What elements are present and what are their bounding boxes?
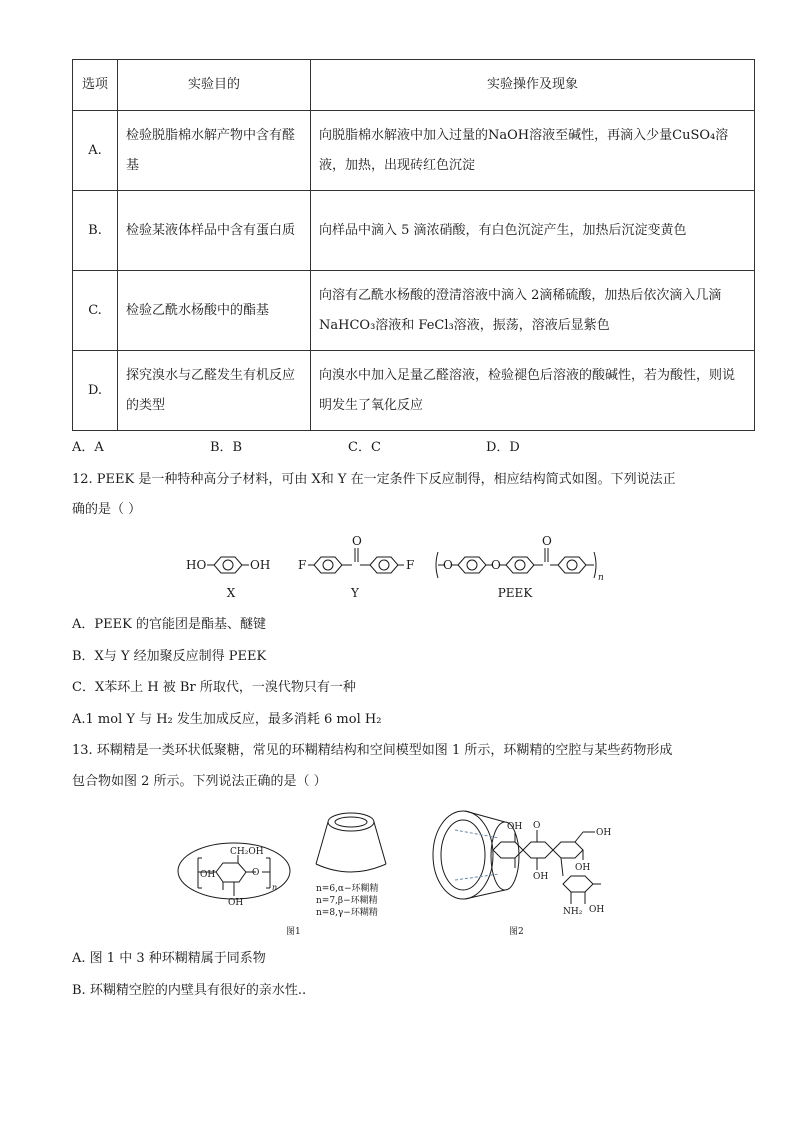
x-ho-label: HO xyxy=(186,558,207,572)
experiment-table xyxy=(72,59,755,431)
table-row xyxy=(73,351,755,431)
y-f-right-label: F xyxy=(406,558,415,572)
choice-d[interactable]: D．D xyxy=(486,440,520,455)
row-operation: 向溶有乙酰水杨酸的澄清溶液中滴入 2滴稀硫酸，加热后依次滴入几滴 NaHCO₃溶液和 FeCl₃溶液，振荡，溶液后显紫色 xyxy=(311,271,755,351)
choice-b[interactable]: B．B xyxy=(210,440,243,455)
q13-option-b[interactable]: B. 环糊精空腔的内壁具有很好的亲水性.. xyxy=(72,983,307,998)
peek-carbonyl-o-label: O xyxy=(542,534,552,548)
fig1-oh-bottom-label: OH xyxy=(228,898,244,908)
fig1-legend-beta: n=7,β−环糊精 xyxy=(316,896,378,906)
fig1-ring-o-label: O xyxy=(252,868,260,878)
y-carbonyl-o-label: O xyxy=(352,534,362,548)
q13-stem-line2: 包合物如图 2 所示。下列说法正确的是（ ） xyxy=(72,774,327,789)
header-operation: 实验操作及现象 xyxy=(311,60,755,111)
row-operation: 向溴水中加入足量乙醛溶液，检验褪色后溶液的酸碱性，若为酸性，则说明发生了氧化反应 xyxy=(311,351,755,431)
q12-option-c[interactable]: C．X苯环上 H 被 Br 所取代，一溴代物只有一种 xyxy=(72,680,356,695)
row-aim: 检验脱脂棉水解产物中含有醛基 xyxy=(118,111,311,191)
q12-option-a[interactable]: A．PEEK 的官能团是酯基、醚键 xyxy=(72,617,266,632)
fig1-n-label: n xyxy=(272,883,278,892)
q12-structures-figure xyxy=(180,530,620,605)
figure-1 xyxy=(176,800,396,940)
fig2-oh-top-label: OH xyxy=(507,822,523,832)
table-row xyxy=(73,191,755,271)
peek-label: PEEK xyxy=(497,586,533,600)
header-aim: 实验目的 xyxy=(118,60,311,111)
fig1-ch2oh-label: CH₂OH xyxy=(230,847,264,857)
y-f-left-label: F xyxy=(298,558,307,572)
q12-option-b[interactable]: B．X与 Y 经加聚反应制得 PEEK xyxy=(72,649,267,664)
q12-stem-line1: 12. PEEK 是一种特种高分子材料，可由 X和 Y 在一定条件下反应制得，相应结构简式如图。下列说法正 xyxy=(72,472,676,487)
row-operation: 向脱脂棉水解液中加入过量的NaOH溶液至碱性，再滴入少量CuSO₄溶液，加热，出现砖红色沉淀 xyxy=(311,111,755,191)
row-operation: 向样品中滴入 5 滴浓硝酸，有白色沉淀产生，加热后沉淀变黄色 xyxy=(311,191,755,271)
peek-o1-label: O xyxy=(443,558,453,572)
fig2-oh-sugar-label: OH xyxy=(589,905,605,915)
table-row xyxy=(73,111,755,191)
table-header-row xyxy=(73,60,755,111)
fig2-oh-bottom-label: OH xyxy=(533,872,549,882)
header-option: 选项 xyxy=(73,60,118,111)
x-label: X xyxy=(226,586,236,600)
fig2-oh-acid-label: OH xyxy=(596,828,612,838)
x-oh-label: OH xyxy=(250,558,271,572)
q12-option-d[interactable]: A.1 mol Y 与 H₂ 发生加成反应，最多消耗 6 mol H₂ xyxy=(72,712,382,727)
q13-stem-line1: 13. 环糊精是一类环状低聚糖，常见的环糊精结构和空间模型如图 1 所示，环糊精的空腔与某些药物形成 xyxy=(72,743,673,758)
fig1-oh-left-label: OH xyxy=(200,870,216,880)
fig2-caption: 图2 xyxy=(509,927,524,937)
y-label: Y xyxy=(351,586,359,600)
peek-n-label: n xyxy=(598,573,604,583)
row-option: C. xyxy=(73,271,118,351)
q11-choices xyxy=(72,437,672,459)
row-aim: 探究溴水与乙醛发生有机反应的类型 xyxy=(118,351,311,431)
q13-option-a[interactable]: A. 图 1 中 3 种环糊精属于同系物 xyxy=(72,951,266,966)
choice-c[interactable]: C．C xyxy=(348,440,381,455)
fig1-caption: 图1 xyxy=(286,927,301,937)
row-option: D. xyxy=(73,351,118,431)
peek-o2-label: O xyxy=(491,558,501,572)
fig2-o-top-label: O xyxy=(533,821,541,831)
figure-2 xyxy=(425,800,625,940)
q12-stem-line2: 确的是（ ） xyxy=(72,502,142,517)
row-option: A. xyxy=(73,111,118,191)
fig2-nh2-label: NH₂ xyxy=(563,907,583,917)
row-aim: 检验乙酰水杨酸中的酯基 xyxy=(118,271,311,351)
fig2-oh-mid-label: OH xyxy=(575,863,591,873)
fig1-legend-alpha: n=6,α−环糊精 xyxy=(316,884,379,894)
row-aim: 检验某液体样品中含有蛋白质 xyxy=(118,191,311,271)
fig1-legend-gamma: n=8,γ−环糊精 xyxy=(316,908,378,918)
row-option: B. xyxy=(73,191,118,271)
table-row xyxy=(73,271,755,351)
choice-a[interactable]: A．A xyxy=(72,440,104,455)
